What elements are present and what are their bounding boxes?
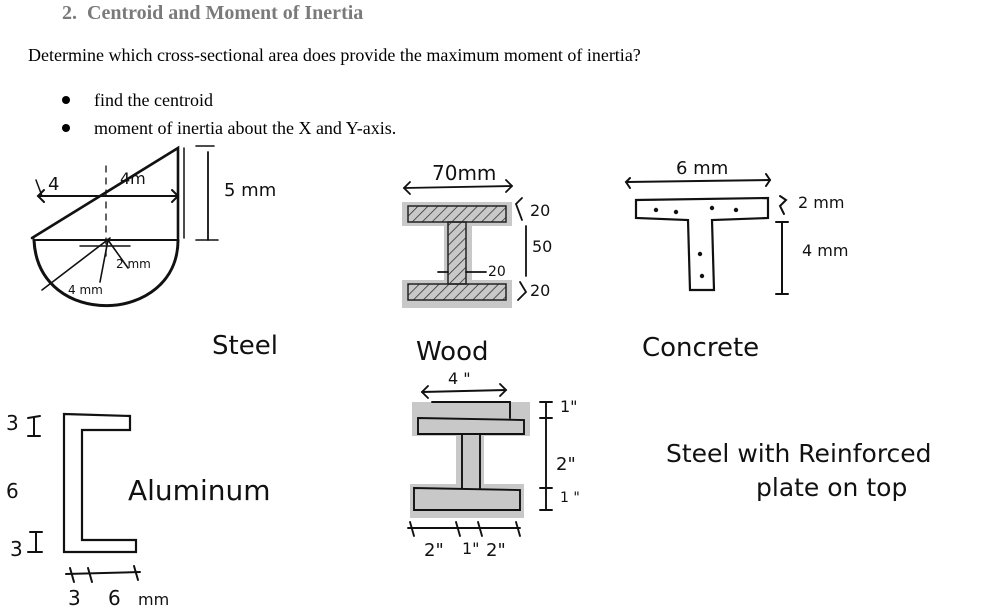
composite-label-line1: Steel with Reinforced: [666, 439, 932, 468]
composite-dim-left: 2": [424, 540, 444, 561]
aluminum-dim-thickness: 3: [68, 586, 81, 610]
concrete-dim-width: 6 mm: [676, 158, 729, 179]
wood-dim-web-width: 20: [488, 264, 506, 280]
aluminum-dim-bottom: 3: [10, 537, 23, 561]
aluminum-dim-web: 6: [6, 479, 19, 503]
steel-dim-diameter: 4 mm: [68, 283, 103, 297]
composite-dim-right: 2": [486, 540, 506, 561]
wood-dim-web: 50: [532, 237, 553, 256]
composite-dim-center: 1": [462, 539, 480, 558]
question-text: Determine which cross-sectional area does provide the maximum moment of inertia?: [28, 45, 641, 65]
section-title: Centroid and Moment of Inertia: [87, 2, 364, 24]
concrete-dim-web: 4 mm: [802, 241, 849, 260]
steel-dim-top: 4m: [120, 169, 146, 188]
composite-dim-web: 2": [556, 454, 576, 475]
aluminum-dim-width: 6: [108, 586, 121, 610]
task-item: find the centroid: [56, 89, 396, 117]
wood-label: Wood: [416, 337, 489, 367]
aluminum-label: Aluminum: [128, 474, 271, 507]
wood-dim-bottom-flange: 20: [530, 281, 551, 300]
wood-figure: [402, 180, 526, 308]
aluminum-dim-unit: mm: [138, 590, 170, 609]
steel-dim-left: 4: [48, 174, 60, 195]
wood-dim-width: 70mm: [432, 161, 497, 185]
steel-dim-radius: 2 mm: [116, 257, 151, 271]
wood-dim-top-flange: 20: [530, 201, 551, 220]
steel-label: Steel: [212, 331, 278, 361]
composite-figure: [408, 384, 552, 536]
concrete-label: Concrete: [642, 333, 760, 363]
composite-dim-flange: 1 ": [560, 490, 580, 506]
steel-dim-height: 5 mm: [224, 180, 277, 201]
task-item: moment of inertia about the X and Y-axis.: [56, 117, 396, 145]
aluminum-figure: [28, 414, 140, 582]
section-number: 2.: [62, 2, 77, 24]
aluminum-dim-top: 3: [6, 411, 19, 435]
concrete-figure: [626, 174, 788, 294]
concrete-dim-flange: 2 mm: [798, 193, 845, 212]
composite-dim-plate: 1": [560, 397, 578, 416]
composite-label-line2: plate on top: [756, 473, 908, 502]
composite-dim-plate-width: 4 ": [448, 369, 471, 388]
